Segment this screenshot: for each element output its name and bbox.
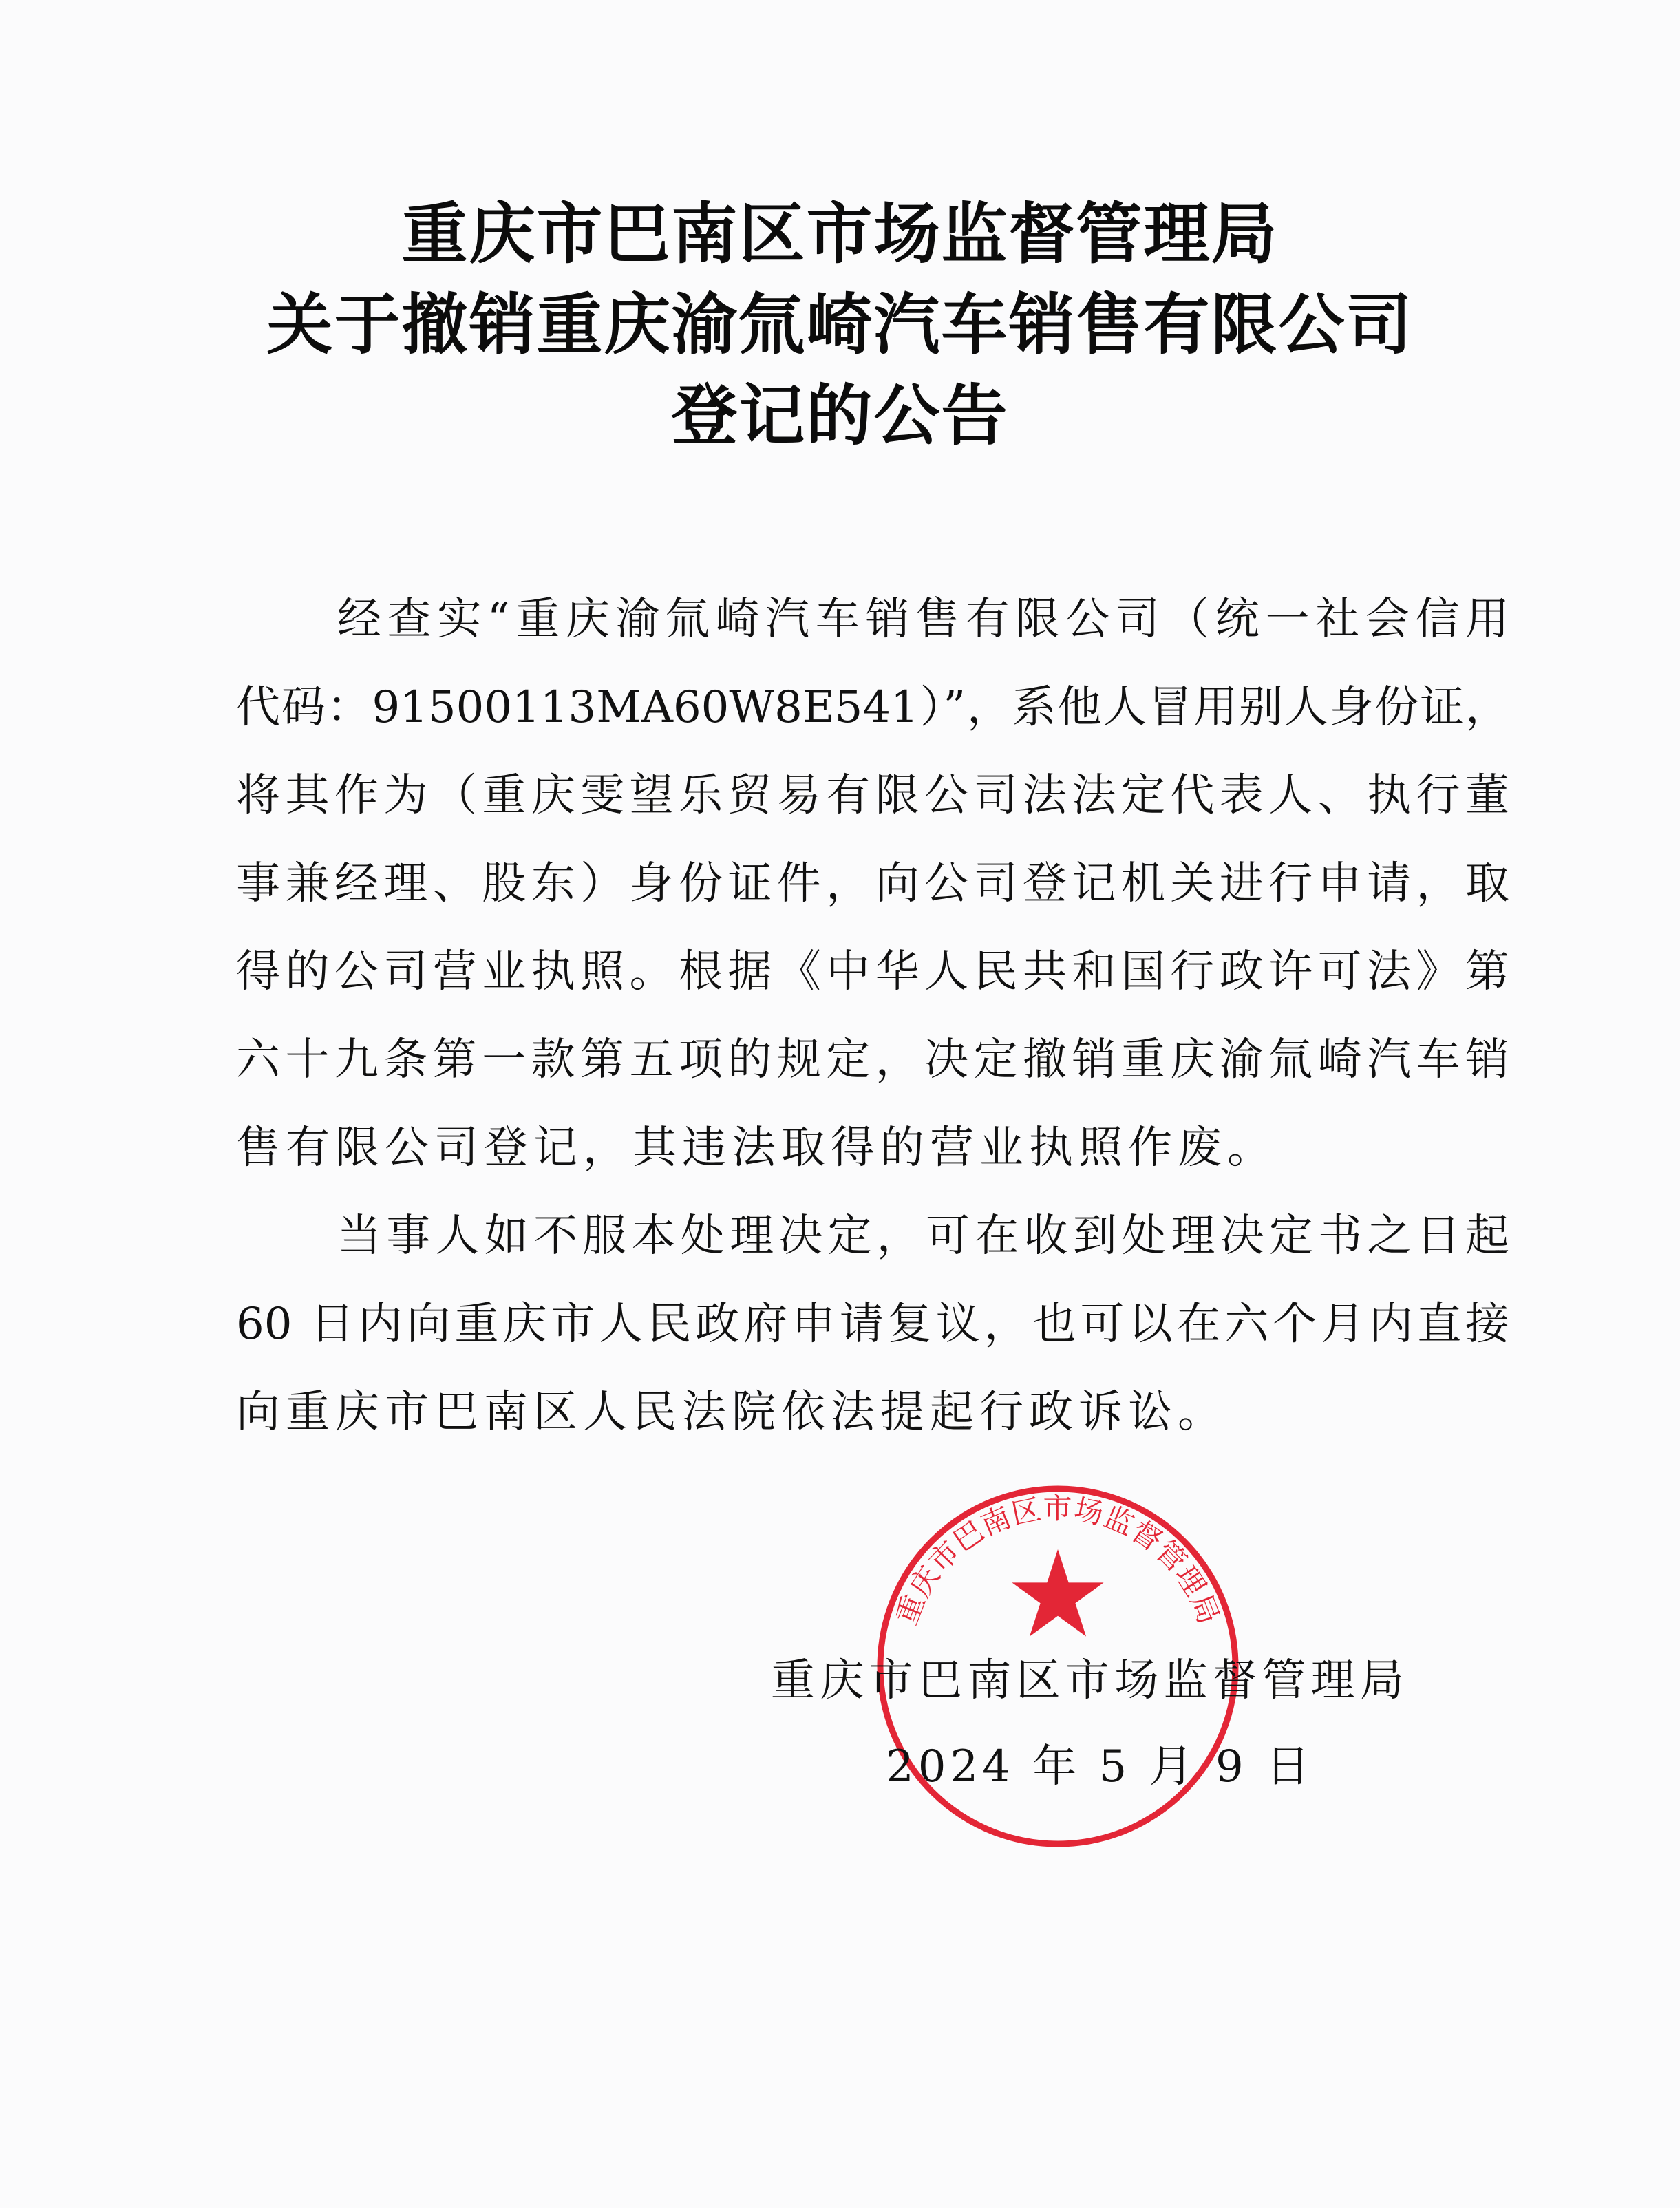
body-line: 60 日内向重庆市人民政府申请复议，也可以在六个月内直接	[236, 1299, 1509, 1350]
title-line-3: 登记的公告	[671, 376, 1009, 454]
body-line: 向重庆市巴南区人民法院依法提起行政诉讼。	[236, 1387, 1227, 1438]
body-line: 事兼经理、股东）身份证件，向公司登记机关进行申请，取	[236, 858, 1509, 909]
seal-text: 重庆市巴南区市场监督管理局	[889, 1491, 1226, 1629]
star-icon	[1012, 1549, 1103, 1637]
body-line: 得的公司营业执照。根据《中华人民共和国行政许可法》第	[236, 946, 1509, 997]
body-line: 将其作为（重庆雯望乐贸易有限公司法法定代表人、执行董	[236, 770, 1509, 821]
issue-date: 2024 年 5 月 9 日	[886, 1741, 1315, 1792]
body-line: 六十九条第一款第五项的规定，决定撤销重庆渝氚崎汽车销	[236, 1034, 1509, 1085]
title-line-1: 重庆市巴南区市场监督管理局	[401, 195, 1279, 273]
title-line-2: 关于撤销重庆渝氚崎汽车销售有限公司	[266, 286, 1414, 363]
body-line: 代码：91500113MA60W8E541）”，系他人冒用别人身份证，	[236, 682, 1509, 733]
body-line: 经查实“重庆渝氚崎汽车销售有限公司（统一社会信用	[337, 594, 1509, 645]
body-line: 当事人如不服本处理决定，可在收到处理决定书之日起	[337, 1211, 1509, 1262]
body-line: 售有限公司登记，其违法取得的营业执照作废。	[236, 1123, 1277, 1174]
issuer-signature: 重庆市巴南区市场监督管理局	[771, 1655, 1404, 1706]
announcement-body	[236, 592, 1509, 1473]
